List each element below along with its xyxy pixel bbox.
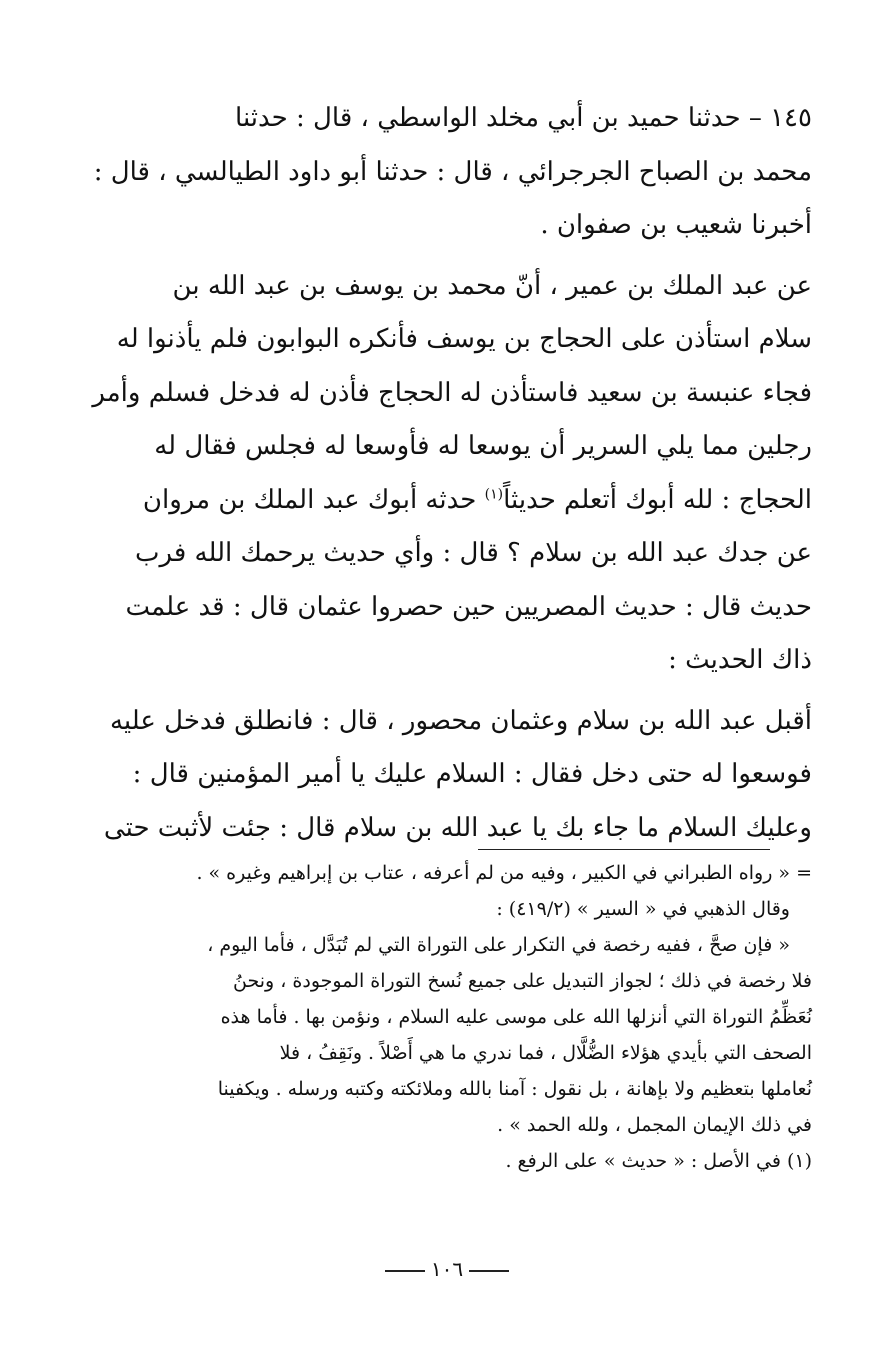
- footnote-separator: [478, 849, 770, 850]
- hadith-intro-line: أخبرنا شعيب بن صفوان .: [540, 210, 812, 240]
- paragraph-line-part: حدثه أبوك عبد الملك بن مروان: [142, 484, 477, 515]
- footnote-reference: (١): [484, 485, 504, 502]
- footnote-line: الصحف التي بأيدي هؤلاء الضُّلَّال ، فما ندري ما هي أَصْلاً . ونَقِفُ ، فلا: [279, 1042, 812, 1064]
- paragraph-line: حديث قال : حديث المصريين حين حصروا عثمان قال : قد علمت: [125, 591, 812, 622]
- paragraph-line-part: الحجاج : لله أبوك أتعلم حديثاً: [503, 484, 812, 515]
- page-number: [0, 1254, 894, 1284]
- footnote-line: = « رواه الطبراني في الكبير ، وفيه من لم أعرفه ، عتاب بن إبراهيم وغيره » .: [196, 862, 812, 884]
- footnote-line: فلا رخصة في ذلك ؛ لجواز التبديل على جميع نُسخ التوراة الموجودة ، ونحنُ: [233, 970, 812, 992]
- footnote-line: « فإن صحَّ ، ففيه رخصة في التكرار على التوراة التي لم تُبَدَّل ، فأما اليوم ،: [207, 934, 790, 956]
- paragraph-line: عن جدك عبد الله بن سلام ؟ قال : وأي حديث يرحمك الله فرب: [135, 538, 812, 568]
- paragraph-line: أقبل عبد الله بن سلام وعثمان محصور ، قال : فانطلق فدخل عليه: [109, 705, 812, 736]
- footnote-line: نُعاملها بتعظيم ولا بإهانة ، بل نقول : آمنا بالله وملائكته وكتبه ورسله . ويكفينا: [217, 1078, 812, 1100]
- footnote-line: نُعَظِّمُ التوراة التي أنزلها الله على موسى عليه السلام ، ونؤمن بها . فأما هذه: [220, 1006, 812, 1028]
- main-text: [82, 92, 812, 855]
- footnote-line: في ذلك الإيمان المجمل ، ولله الحمد » .: [497, 1114, 812, 1136]
- hadith-intro-line: محمد بن الصباح الجرجرائي ، قال : حدثنا أبو داود الطيالسي ، قال :: [93, 156, 812, 187]
- paragraph-line: رجلين مما يلي السرير أن يوسعا له فأوسعا له فجلس فقال له: [154, 431, 812, 461]
- hadith-intro-line: ١٤٥ – حدثنا حميد بن أبي مخلد الواسطي ، قال : حدثنا: [235, 103, 812, 133]
- page-number-dash: [469, 1270, 509, 1272]
- footnotes: [82, 855, 812, 1179]
- paragraph-line: [82, 474, 812, 528]
- page-number-dash: [385, 1270, 425, 1272]
- paragraph-line: سلام استأذن على الحجاج بن يوسف فأنكره البوابون فلم يأذنوا له: [116, 324, 812, 354]
- paragraph-line: فوسعوا له حتى دخل فقال : السلام عليك يا أمير المؤمنين قال :: [132, 759, 812, 789]
- paragraph-line: عن عبد الملك بن عمير ، أنّ محمد بن يوسف بن عبد الله بن: [172, 270, 812, 301]
- footnote-line: وقال الذهبي في « السير » (٤١٩/٢) :: [496, 898, 790, 920]
- footnote-line: (١) في الأصل : « حديث » على الرفع .: [505, 1150, 812, 1172]
- page-number-value: ١٠٦: [430, 1257, 464, 1281]
- paragraph-line: فجاء عنبسة بن سعيد فاستأذن له الحجاج فأذن له فدخل فسلم وأمر: [92, 377, 812, 408]
- paragraph-line: ذاك الحديث :: [668, 645, 812, 675]
- paragraph-line: وعليك السلام ما جاء بك يا عبد الله بن سلام قال : جئت لأثبت حتى: [103, 812, 812, 843]
